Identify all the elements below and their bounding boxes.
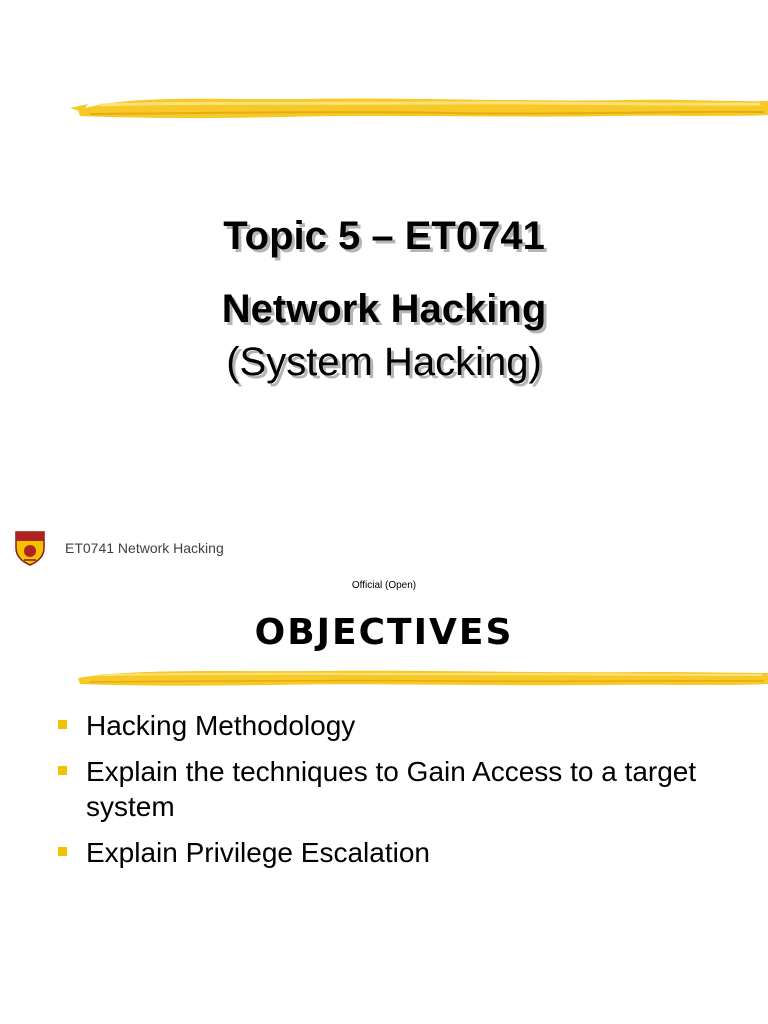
slide-subtitle: (System Hacking) <box>226 340 542 384</box>
list-item <box>58 708 738 743</box>
crest-logo-icon <box>14 530 46 566</box>
footer-course-label: ET0741 Network Hacking <box>65 540 224 556</box>
yellow-brush-stroke-decoration <box>70 664 768 692</box>
list-item <box>58 835 738 870</box>
objectives-heading: OBJECTIVES <box>254 612 514 653</box>
objective-text: Explain Privilege Escalation <box>86 837 430 868</box>
objectives-slide <box>0 576 768 1024</box>
objectives-list <box>58 708 738 881</box>
square-bullet-icon <box>58 766 67 775</box>
slide-title-course: Network Hacking <box>221 287 547 331</box>
slide-title-topic: Topic 5 – ET0741 <box>223 214 545 258</box>
yellow-brush-stroke-decoration <box>70 88 768 128</box>
objective-text: Explain the techniques to Gain Access to a target system <box>86 756 697 822</box>
objective-text: Hacking Methodology <box>86 710 356 741</box>
classification-label: Official (Open) <box>351 580 417 591</box>
square-bullet-icon <box>58 720 67 729</box>
list-item <box>58 754 738 824</box>
square-bullet-icon <box>58 847 67 856</box>
